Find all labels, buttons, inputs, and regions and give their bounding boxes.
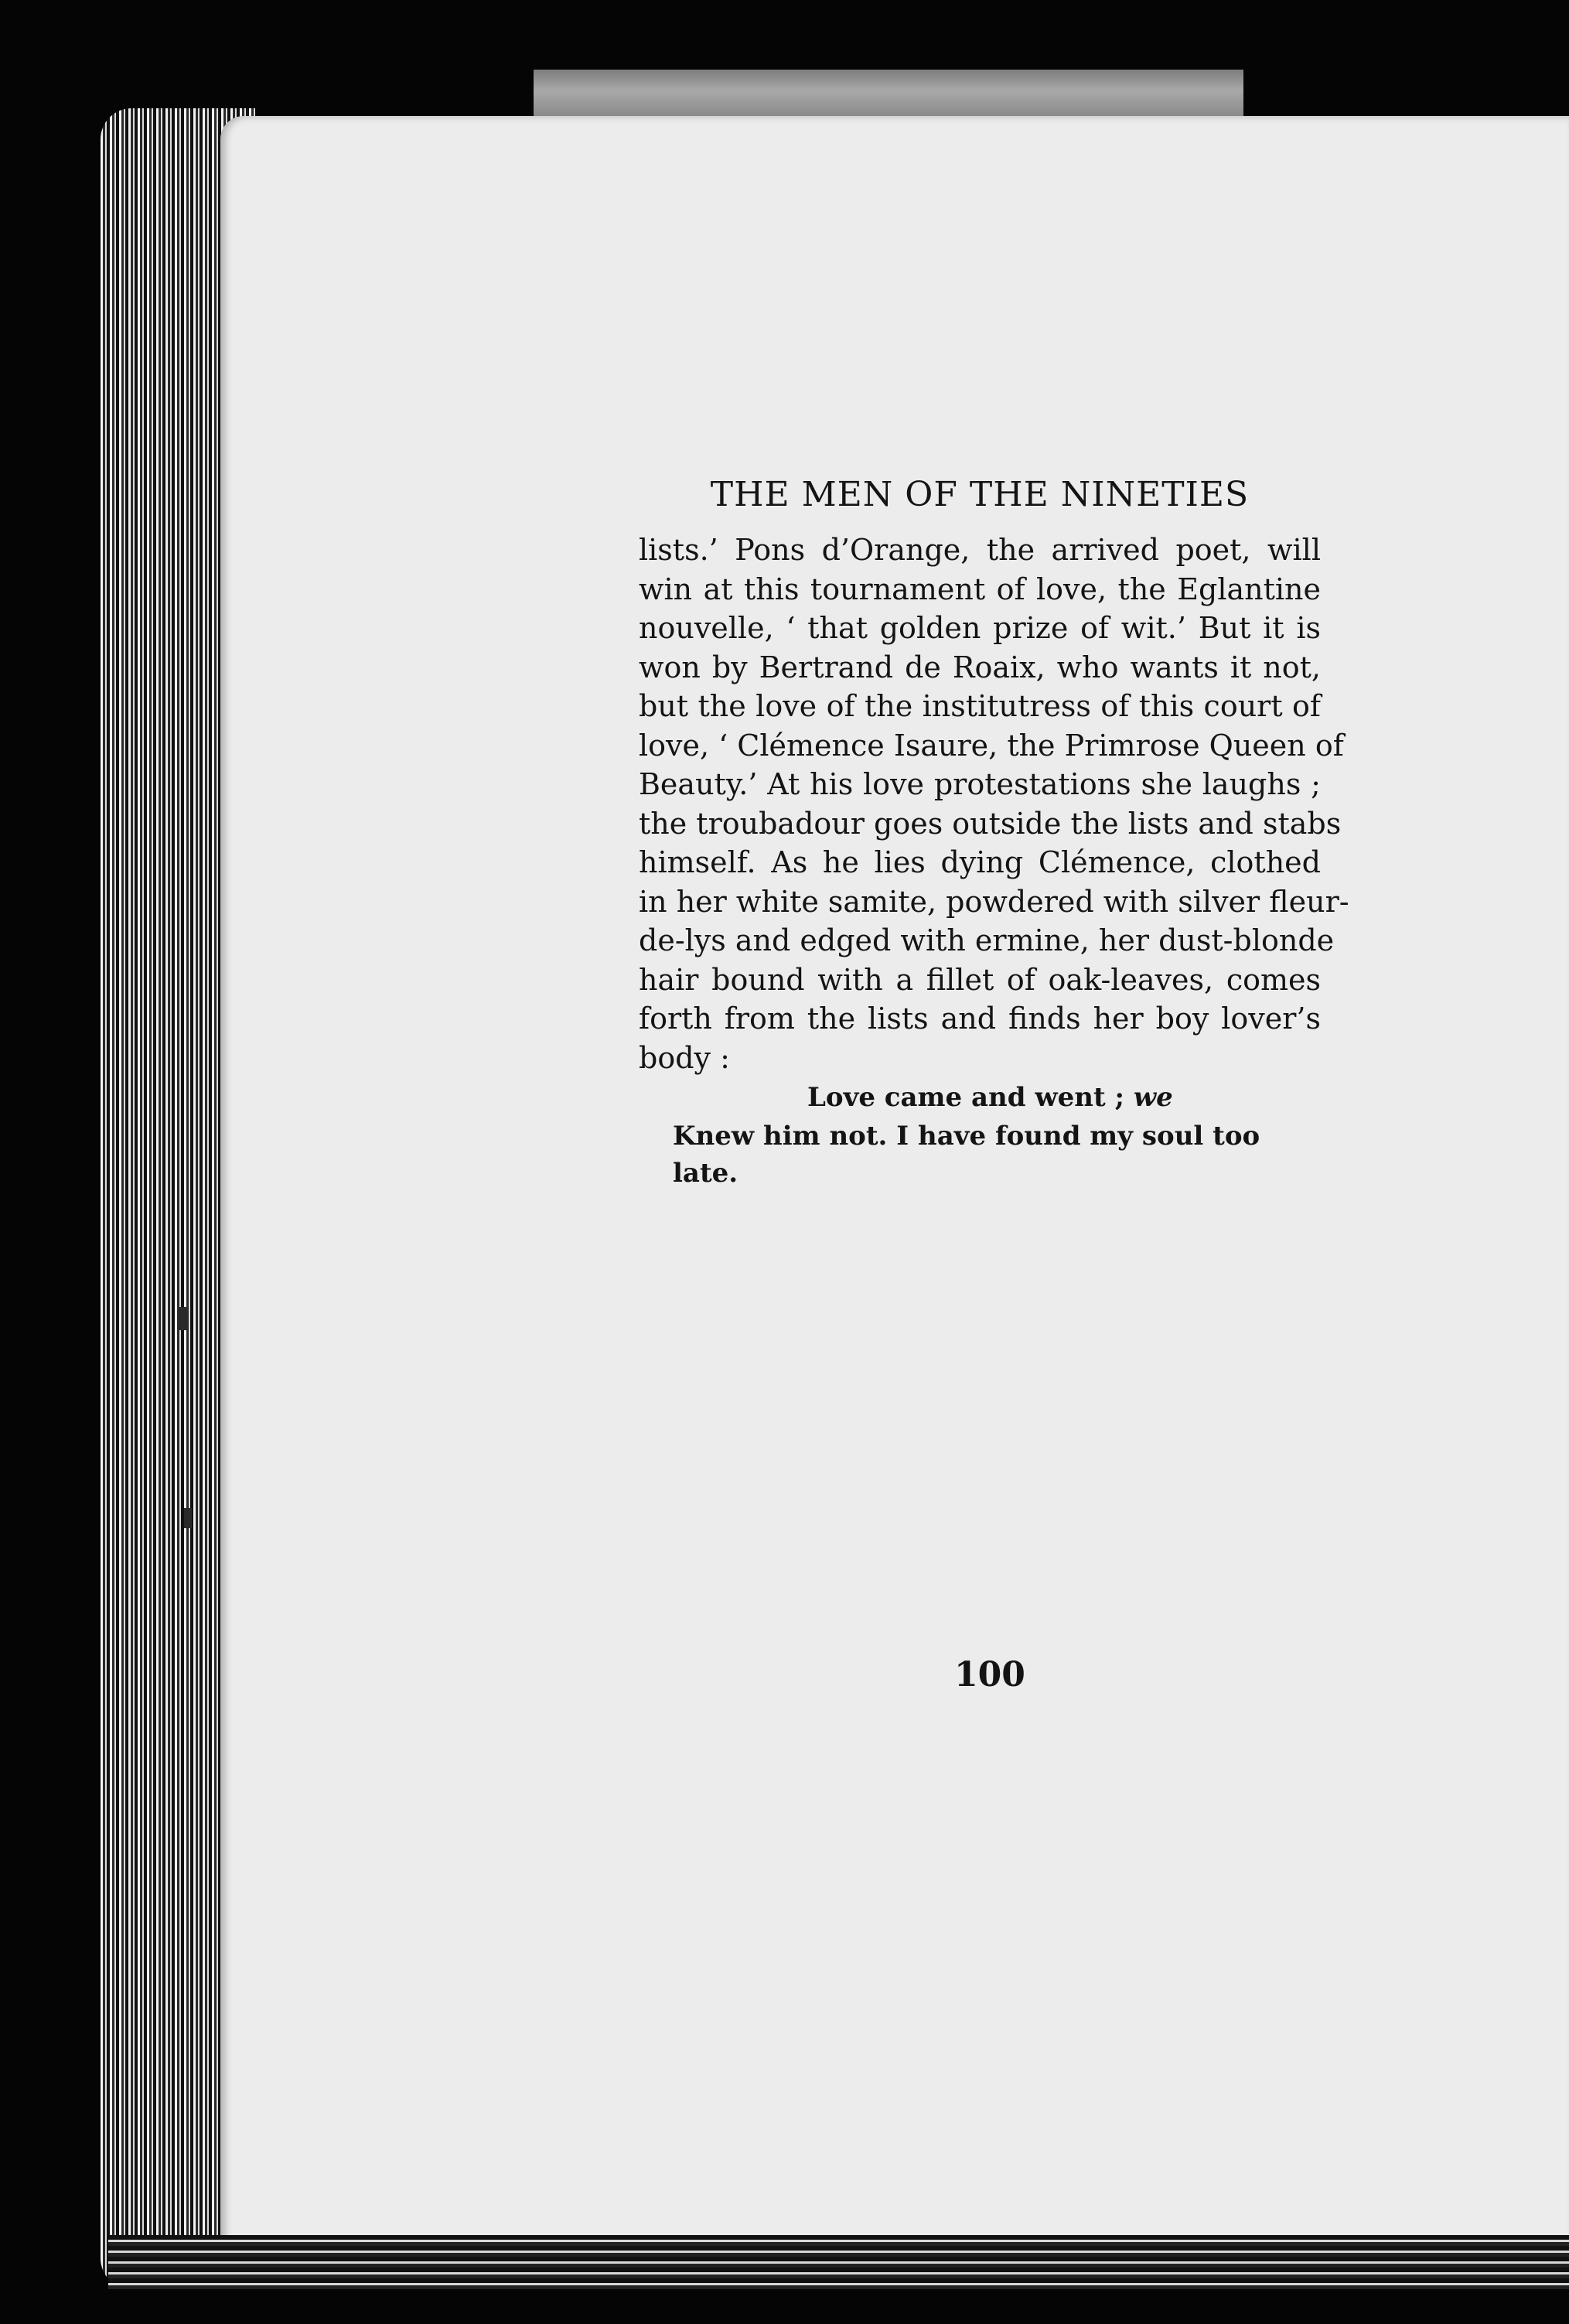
body-line: love, ‘ Clémence Isaure, the Primrose Queen of bbox=[639, 728, 1344, 763]
verse-line-1 bbox=[639, 1079, 1321, 1116]
margin-mark bbox=[184, 1508, 192, 1528]
scan-top-strip bbox=[534, 70, 1243, 116]
running-head: THE MEN OF THE NINETIES bbox=[710, 475, 1250, 514]
page-number: 100 bbox=[954, 1655, 1025, 1694]
verse-line-1-text: Love came and went ; bbox=[807, 1082, 1125, 1113]
verse-line-1-italic: we bbox=[1133, 1082, 1173, 1113]
body-line: in her white samite, powdered with silver fleur- bbox=[639, 884, 1349, 919]
body-line: de-lys and edged with ermine, her dust-blonde bbox=[639, 923, 1335, 957]
body-line: forth from the lists and finds her boy lover’s bbox=[639, 1002, 1321, 1036]
body-line: Beauty.’ At his love protestations she laughs ; bbox=[639, 767, 1321, 801]
body-line: the troubadour goes outside the lists and stabs bbox=[639, 806, 1342, 841]
margin-mark bbox=[179, 1307, 189, 1330]
body-line: lists.’ Pons d’Orange, the arrived poet, will bbox=[639, 533, 1321, 567]
body-line: but the love of the institutress of this court of bbox=[639, 689, 1321, 723]
body-line: hair bound with a fillet of oak-leaves, comes bbox=[639, 962, 1321, 997]
body-line: win at this tournament of love, the Eglantine bbox=[639, 572, 1321, 606]
book-bottom-edge bbox=[108, 2235, 1569, 2289]
page-text-block bbox=[639, 472, 1349, 1192]
body-line: nouvelle, ‘ that golden prize of wit.’ But it is bbox=[639, 611, 1321, 645]
body-line: himself. As he lies dying Clémence, clothed bbox=[639, 845, 1321, 879]
verse-line-2: Knew him not. I have found my soul too late. bbox=[673, 1121, 1260, 1189]
body-line: won by Bertrand de Roaix, who wants it not, bbox=[639, 650, 1321, 684]
body-line: body : bbox=[639, 1040, 730, 1075]
